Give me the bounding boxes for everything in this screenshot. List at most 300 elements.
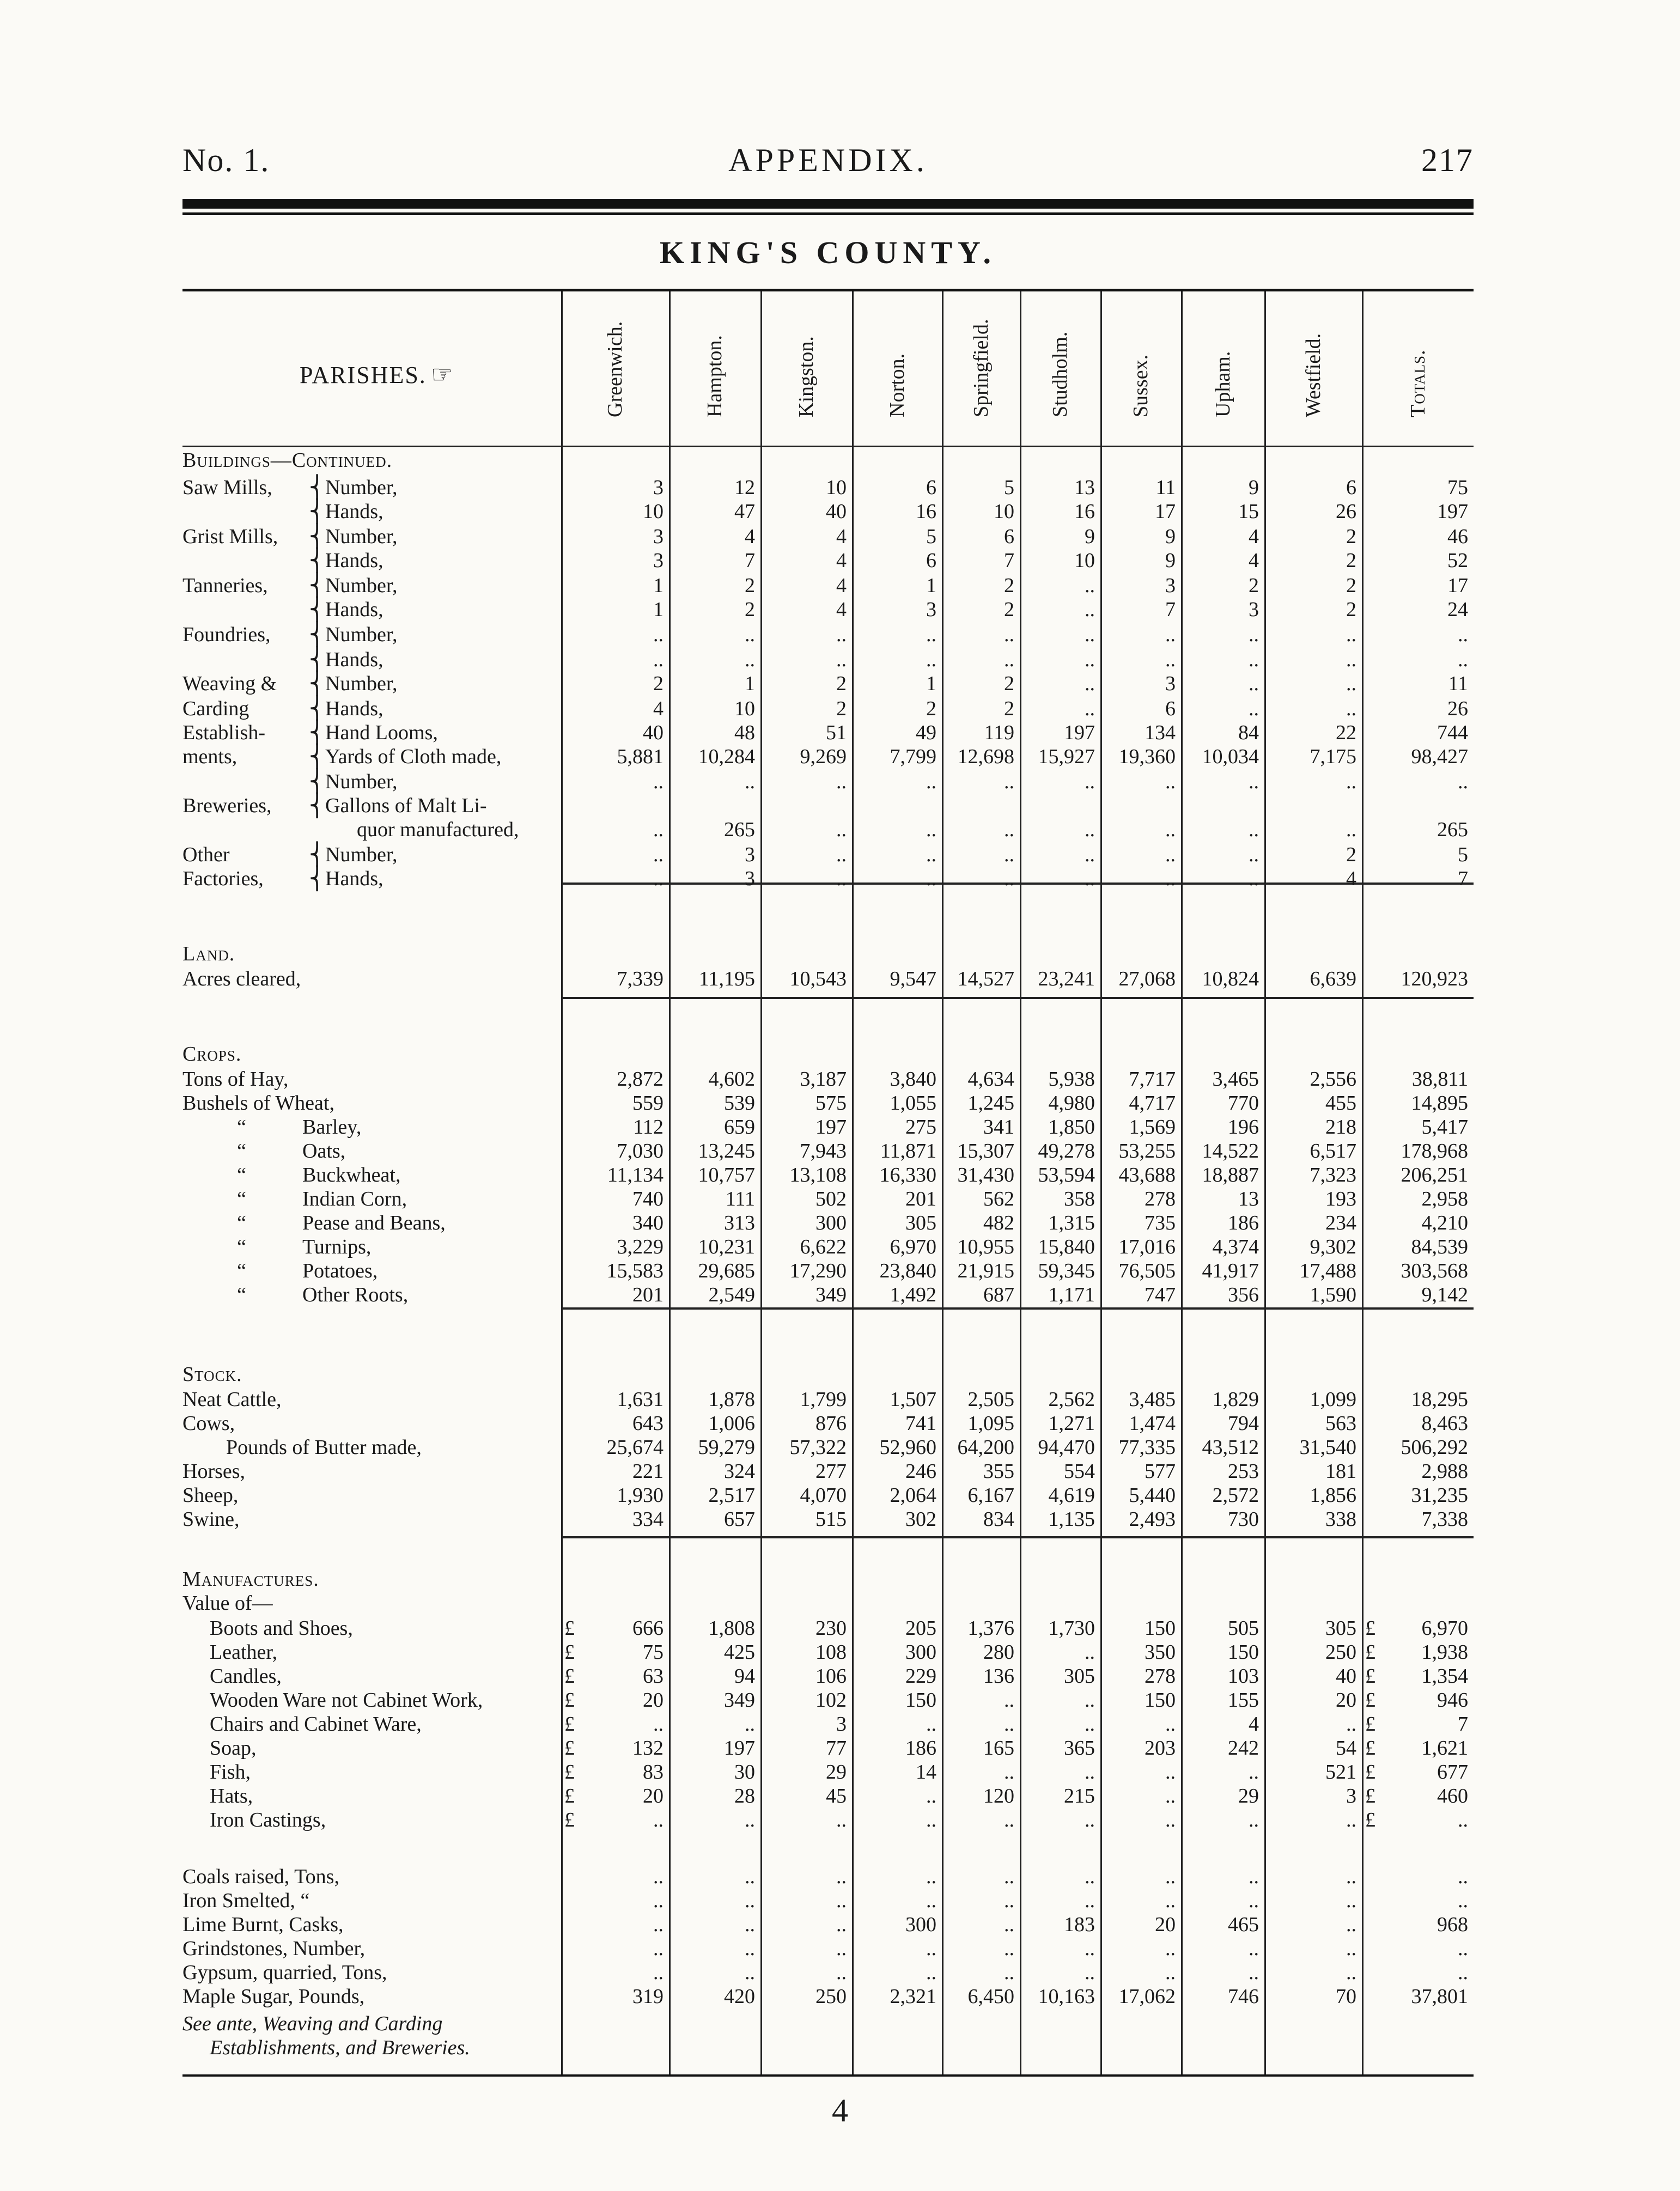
cell-studholm: .. — [1085, 598, 1095, 621]
cell-greenwich: .. — [653, 1961, 664, 1984]
cell-norton: .. — [926, 1785, 936, 1807]
pound-sign: £ — [1365, 1689, 1375, 1712]
row-group-label: Establish- — [182, 721, 265, 744]
cell-hampton: 11,195 — [698, 967, 755, 990]
cell-studholm: 53,594 — [1038, 1164, 1095, 1186]
row-label: Gallons of Malt Li- — [325, 794, 487, 817]
cell-norton: 302 — [905, 1508, 936, 1531]
county-title: KING'S COUNTY. — [659, 235, 997, 270]
cell-kingston: 57,322 — [789, 1436, 847, 1459]
cell-studholm: .. — [1085, 1889, 1095, 1912]
cell-studholm: .. — [1085, 1809, 1095, 1831]
cell-upham: 186 — [1228, 1212, 1259, 1234]
cell-totals: 5,417 — [1421, 1116, 1468, 1139]
row-group-label: Breweries, — [182, 794, 272, 817]
section-heading-land — [182, 941, 1474, 966]
table-top-rule — [182, 289, 1474, 291]
cell-greenwich: .. — [653, 1937, 664, 1960]
cell-studholm: .. — [1085, 1761, 1095, 1784]
cell-westfield: .. — [1346, 770, 1356, 793]
cell-hampton: .. — [745, 770, 755, 793]
cell-totals: 8,463 — [1421, 1412, 1468, 1435]
section-heading-text: Stock. — [182, 1363, 242, 1386]
table-row-coals — [182, 1864, 1474, 1889]
cell-upham: 10,824 — [1202, 967, 1259, 990]
row-label: Number, — [325, 476, 398, 499]
row-label: Cows, — [182, 1412, 235, 1435]
ditto-mark: “ — [237, 1116, 246, 1139]
cell-westfield: 6,517 — [1310, 1140, 1356, 1163]
cell-springfield: 10 — [994, 500, 1014, 523]
table-row-wheat — [182, 1091, 1474, 1116]
cell-springfield: 2 — [1004, 574, 1014, 597]
cell-studholm: 215 — [1064, 1785, 1095, 1807]
column-header-text: Hampton. — [703, 335, 726, 417]
ditto-mark: “ — [237, 1212, 246, 1234]
cell-studholm: 554 — [1064, 1460, 1095, 1483]
cell-studholm: 358 — [1064, 1188, 1095, 1210]
cell-totals: 31,235 — [1411, 1484, 1468, 1507]
pound-sign: £ — [1365, 1665, 1375, 1688]
cell-upham: 18,887 — [1202, 1164, 1259, 1186]
cell-kingston: 45 — [826, 1785, 847, 1807]
cell-hampton: 111 — [725, 1188, 755, 1210]
cell-sussex: .. — [1165, 818, 1176, 841]
row-label: Swine, — [182, 1508, 240, 1531]
table-row-neat-cattle — [182, 1387, 1474, 1412]
cell-upham: .. — [1249, 1937, 1259, 1960]
pound-sign: £ — [564, 1785, 575, 1807]
table-row-sheep — [182, 1483, 1474, 1508]
cell-springfield: 341 — [983, 1116, 1014, 1139]
cell-sussex: .. — [1165, 867, 1176, 890]
cell-studholm: 365 — [1064, 1737, 1095, 1760]
cell-westfield: .. — [1346, 1889, 1356, 1912]
cell-westfield: 2 — [1346, 525, 1356, 548]
cell-norton: 2 — [926, 697, 936, 720]
cell-westfield: 7,175 — [1310, 745, 1356, 768]
cell-springfield: 12,698 — [957, 745, 1014, 768]
table-row-iron-smelted — [182, 1888, 1474, 1913]
table-row-indian-corn — [182, 1186, 1474, 1212]
cell-greenwich: 75 — [643, 1641, 664, 1664]
cell-norton: 3,840 — [890, 1068, 936, 1091]
row-group-label: Factories, — [182, 867, 264, 890]
cell-studholm: 1,135 — [1048, 1508, 1095, 1531]
table-row-soap — [182, 1736, 1474, 1761]
cell-hampton: 1 — [745, 672, 755, 695]
cell-hampton: 29,685 — [698, 1259, 755, 1282]
cell-hampton: 1,006 — [708, 1412, 755, 1435]
cell-greenwich: 1,631 — [617, 1388, 664, 1411]
cell-springfield: 14,527 — [957, 967, 1014, 990]
cell-hampton: .. — [745, 1809, 755, 1831]
cell-westfield: 2 — [1346, 574, 1356, 597]
cell-westfield: .. — [1346, 697, 1356, 720]
cell-hampton: 324 — [724, 1460, 755, 1483]
cell-totals: .. — [1458, 1889, 1468, 1912]
table-row-other-hands — [182, 866, 1474, 891]
brace-glyph: ⎨ — [309, 842, 325, 867]
table-row-other-roots — [182, 1282, 1474, 1307]
cell-totals: 178,968 — [1401, 1140, 1468, 1163]
footnote-text: Establishments, and Breweries. — [210, 2036, 470, 2059]
cell-westfield: .. — [1346, 1961, 1356, 1984]
cell-upham: .. — [1249, 1865, 1259, 1888]
cell-norton: 16 — [916, 500, 936, 523]
cell-studholm: .. — [1085, 1961, 1095, 1984]
cell-totals: 52 — [1447, 549, 1468, 572]
cell-greenwich: 11,134 — [607, 1164, 664, 1186]
brace-glyph: ⎨ — [309, 524, 325, 549]
cell-sussex: 203 — [1145, 1737, 1176, 1760]
cell-hampton: 7 — [745, 549, 755, 572]
cell-totals: .. — [1458, 1961, 1468, 1984]
cell-upham: 730 — [1228, 1508, 1259, 1531]
cell-springfield: 834 — [983, 1508, 1014, 1531]
cell-norton: 11,871 — [880, 1140, 936, 1163]
cell-sussex: .. — [1165, 1865, 1176, 1888]
cell-totals: 17 — [1447, 574, 1468, 597]
cell-greenwich: 5,881 — [617, 745, 664, 768]
cell-springfield: .. — [1004, 843, 1014, 866]
cell-westfield: 2,556 — [1310, 1068, 1356, 1091]
cell-westfield: 193 — [1325, 1188, 1356, 1210]
cell-upham: 4,374 — [1212, 1236, 1259, 1258]
cell-greenwich: 10 — [643, 500, 664, 523]
bottom-folio: 4 — [832, 2092, 848, 2128]
cell-totals: 7,338 — [1421, 1508, 1468, 1531]
cell-greenwich: 15,583 — [606, 1259, 664, 1282]
cell-westfield: .. — [1346, 1937, 1356, 1960]
row-label: quor manufactured, — [357, 818, 519, 841]
cell-springfield: .. — [1004, 1809, 1014, 1831]
pound-sign: £ — [564, 1665, 575, 1688]
cell-norton: 1,507 — [890, 1388, 936, 1411]
brace-glyph: ⎨ — [309, 548, 325, 573]
cell-sussex: 11 — [1155, 476, 1176, 499]
table-row-buckwheat — [182, 1163, 1474, 1188]
cell-kingston: 4 — [836, 525, 847, 548]
cell-norton: 5 — [926, 525, 936, 548]
cell-upham: 13 — [1238, 1188, 1259, 1210]
cell-studholm: 23,241 — [1038, 967, 1095, 990]
cell-westfield: .. — [1346, 672, 1356, 695]
cell-westfield: 305 — [1325, 1617, 1356, 1640]
footnote-text: See ante, Weaving and Carding — [182, 2012, 443, 2035]
cell-springfield: 5 — [1004, 476, 1014, 499]
cell-upham: 196 — [1228, 1116, 1259, 1139]
cell-greenwich: 1 — [653, 598, 664, 621]
cell-sussex: .. — [1165, 1937, 1176, 1960]
pound-sign: £ — [564, 1713, 575, 1736]
cell-studholm: 305 — [1064, 1665, 1095, 1688]
cell-kingston: 502 — [815, 1188, 847, 1210]
header-rule-thin — [182, 212, 1474, 215]
cell-springfield: 2,505 — [967, 1388, 1014, 1411]
cell-hampton: .. — [745, 623, 755, 646]
cell-westfield: .. — [1346, 1809, 1356, 1831]
table-row-pease — [182, 1210, 1474, 1236]
cell-hampton: 59,279 — [698, 1436, 755, 1459]
cell-norton: 2,064 — [890, 1484, 936, 1507]
cell-norton: .. — [926, 648, 936, 671]
cell-sussex: .. — [1165, 1961, 1176, 1984]
cell-kingston: 876 — [815, 1412, 847, 1435]
pointing-hand-icon: ☞ — [430, 361, 455, 388]
ditto-mark: “ — [237, 1236, 246, 1258]
cell-sussex: 17 — [1155, 500, 1176, 523]
cell-westfield: 22 — [1336, 721, 1356, 744]
cell-springfield: 1,376 — [967, 1617, 1014, 1640]
cell-totals: 2,988 — [1421, 1460, 1468, 1483]
cell-totals: 5 — [1458, 843, 1468, 866]
cell-greenwich: .. — [653, 1865, 664, 1888]
cell-kingston: .. — [836, 1889, 847, 1912]
cell-totals: 677 — [1437, 1761, 1468, 1784]
cell-norton: .. — [926, 770, 936, 793]
row-label: Sheep, — [182, 1484, 239, 1507]
section-heading-value-of — [182, 1591, 1474, 1616]
cell-norton: .. — [926, 843, 936, 866]
row-label: Number, — [325, 672, 398, 695]
cell-kingston: 17,290 — [789, 1259, 847, 1282]
brace-glyph: ⎨ — [309, 769, 325, 794]
cell-kingston: .. — [836, 648, 847, 671]
cell-kingston: .. — [836, 1961, 847, 1984]
row-label: Candles, — [210, 1665, 282, 1688]
cell-studholm: .. — [1085, 1865, 1095, 1888]
cell-norton: 6 — [926, 549, 936, 572]
cell-totals: 75 — [1447, 476, 1468, 499]
cell-westfield: 17,488 — [1299, 1259, 1356, 1282]
cell-greenwich: 559 — [632, 1092, 664, 1115]
cell-totals: 7 — [1458, 867, 1468, 890]
cell-norton: 186 — [905, 1737, 936, 1760]
cell-springfield: 7 — [1004, 549, 1014, 572]
cell-westfield: 40 — [1336, 1665, 1356, 1688]
row-label: Number, — [325, 525, 398, 548]
cell-greenwich: 20 — [643, 1785, 664, 1807]
row-group-label: ments, — [182, 745, 238, 768]
cell-kingston: 4 — [836, 574, 847, 597]
cell-springfield: 15,307 — [957, 1140, 1014, 1163]
cell-upham: 1,829 — [1212, 1388, 1259, 1411]
cell-greenwich: 3 — [653, 476, 664, 499]
cell-norton: 305 — [905, 1212, 936, 1234]
cell-springfield: .. — [1004, 818, 1014, 841]
cell-totals: 84,539 — [1411, 1236, 1468, 1258]
cell-hampton: 3 — [745, 843, 755, 866]
table-row-saw-mills-hands — [182, 499, 1474, 524]
cell-norton: 150 — [905, 1689, 936, 1712]
cell-hampton: 28 — [734, 1785, 755, 1807]
cell-sussex: 9 — [1165, 525, 1176, 548]
cell-totals: .. — [1458, 1937, 1468, 1960]
pound-sign: £ — [1365, 1761, 1375, 1784]
cell-totals: .. — [1458, 623, 1468, 646]
cell-sussex: 3 — [1165, 672, 1176, 695]
table-row-weaving-hands — [182, 696, 1474, 721]
table-row-barley — [182, 1115, 1474, 1140]
cell-upham: 2 — [1249, 574, 1259, 597]
cell-hampton: 1,808 — [708, 1617, 755, 1640]
cell-totals: .. — [1458, 1865, 1468, 1888]
table-row-hats — [182, 1784, 1474, 1809]
cell-totals: 506,292 — [1401, 1436, 1468, 1459]
cell-springfield: 2 — [1004, 697, 1014, 720]
running-head — [182, 142, 1474, 191]
page-number: 217 — [1421, 142, 1474, 178]
table-row-horses — [182, 1459, 1474, 1484]
cell-springfield: 165 — [983, 1737, 1014, 1760]
table-row-grindstones — [182, 1936, 1474, 1961]
cell-greenwich: 7,339 — [617, 967, 664, 990]
cell-westfield: 20 — [1336, 1689, 1356, 1712]
cell-greenwich: 740 — [632, 1188, 664, 1210]
cell-norton: 300 — [905, 1641, 936, 1664]
column-header-hampton — [669, 299, 760, 441]
cell-norton: .. — [926, 1865, 936, 1888]
cell-studholm: .. — [1085, 574, 1095, 597]
cell-westfield: 31,540 — [1299, 1436, 1356, 1459]
cell-norton: 2,321 — [890, 1985, 936, 2008]
column-header-norton — [852, 299, 942, 441]
cell-greenwich: 25,674 — [606, 1436, 664, 1459]
cell-studholm: 94,470 — [1038, 1436, 1095, 1459]
cell-sussex: 3 — [1165, 574, 1176, 597]
cell-norton: 741 — [905, 1412, 936, 1435]
part-number: No. 1. — [182, 142, 270, 178]
table-row-oats — [182, 1139, 1474, 1164]
row-label: Pounds of Butter made, — [226, 1436, 422, 1459]
cell-sussex: 76,505 — [1118, 1259, 1176, 1282]
cell-upham: 4 — [1249, 525, 1259, 548]
cell-norton: 246 — [905, 1460, 936, 1483]
pound-sign: £ — [564, 1761, 575, 1784]
cell-studholm: 15,927 — [1038, 745, 1095, 768]
cell-studholm: .. — [1085, 1713, 1095, 1736]
cell-hampton: 4,602 — [708, 1068, 755, 1091]
row-label: Buckwheat, — [302, 1164, 401, 1186]
cell-sussex: 9 — [1165, 549, 1176, 572]
cell-westfield: 7,323 — [1310, 1164, 1356, 1186]
cell-upham: .. — [1249, 1761, 1259, 1784]
cell-sussex: .. — [1165, 843, 1176, 866]
cell-springfield: 119 — [984, 721, 1014, 744]
cell-studholm: .. — [1085, 843, 1095, 866]
cell-norton: 49 — [916, 721, 936, 744]
row-group-label: Carding — [182, 697, 249, 720]
cell-hampton: 420 — [724, 1985, 755, 2008]
column-header-sussex — [1100, 299, 1181, 441]
cell-greenwich: 63 — [643, 1665, 664, 1688]
cell-upham: .. — [1249, 843, 1259, 866]
row-label: Boots and Shoes, — [210, 1617, 353, 1640]
cell-upham: 746 — [1228, 1985, 1259, 2008]
cell-totals: 37,801 — [1411, 1985, 1468, 2008]
brace-glyph: ⎨ — [309, 696, 325, 721]
cell-greenwich: 20 — [643, 1689, 664, 1712]
cell-sussex: 27,068 — [1118, 967, 1176, 990]
cell-totals: 460 — [1437, 1785, 1468, 1807]
cell-hampton: 94 — [734, 1665, 755, 1688]
cell-sussex: 278 — [1145, 1665, 1176, 1688]
cell-springfield: .. — [1004, 648, 1014, 671]
cell-westfield: .. — [1346, 1865, 1356, 1888]
table-row-breweries-number — [182, 769, 1474, 794]
pound-sign: £ — [564, 1809, 575, 1831]
cell-springfield: 64,200 — [957, 1436, 1014, 1459]
cell-springfield: .. — [1004, 770, 1014, 793]
table-row-gypsum — [182, 1960, 1474, 1985]
cell-norton: 7,799 — [890, 745, 936, 768]
cell-hampton: 10,757 — [698, 1164, 755, 1186]
cell-norton: 229 — [905, 1665, 936, 1688]
cell-sussex: 19,360 — [1118, 745, 1176, 768]
table-row-chairs — [182, 1712, 1474, 1737]
brace-glyph: ⎨ — [309, 671, 325, 696]
cell-greenwich: 340 — [632, 1212, 664, 1234]
cell-sussex: 735 — [1145, 1212, 1176, 1234]
cell-kingston: 349 — [815, 1283, 847, 1306]
table-row-cows — [182, 1411, 1474, 1436]
cell-totals: 14,895 — [1411, 1092, 1468, 1115]
brace-glyph: ⎨ — [309, 622, 325, 647]
cell-upham: 770 — [1228, 1092, 1259, 1115]
cell-hampton: 425 — [724, 1641, 755, 1664]
cell-springfield: 6,450 — [967, 1985, 1014, 2008]
column-header-text: Totals. — [1406, 349, 1429, 417]
cell-greenwich: .. — [653, 1913, 664, 1936]
cell-totals: .. — [1458, 1809, 1468, 1831]
cell-westfield: 2 — [1346, 549, 1356, 572]
table-row-swine — [182, 1507, 1474, 1532]
cell-norton: 201 — [905, 1188, 936, 1210]
row-group-label: Foundries, — [182, 623, 271, 646]
cell-upham: 3 — [1249, 598, 1259, 621]
table-row-potatoes — [182, 1258, 1474, 1283]
footnote-line — [182, 2035, 1474, 2060]
cell-hampton: 539 — [724, 1092, 755, 1115]
cell-hampton: 3 — [745, 867, 755, 890]
cell-greenwich: 83 — [643, 1761, 664, 1784]
cell-kingston: 108 — [815, 1641, 847, 1664]
cell-hampton: .. — [745, 648, 755, 671]
cell-sussex: .. — [1165, 623, 1176, 646]
cell-springfield: 1,245 — [967, 1092, 1014, 1115]
cell-greenwich: 2,872 — [617, 1068, 664, 1091]
cell-kingston: 10 — [826, 476, 847, 499]
column-header-totals — [1362, 299, 1474, 441]
cell-kingston: .. — [836, 1913, 847, 1936]
cell-norton: 6,970 — [890, 1236, 936, 1258]
cell-upham: 465 — [1228, 1913, 1259, 1936]
cell-greenwich: 201 — [632, 1283, 664, 1306]
table-row-breweries-gallons — [182, 793, 1474, 818]
cell-greenwich: 643 — [632, 1412, 664, 1435]
row-label: Coals raised, Tons, — [182, 1865, 339, 1888]
cell-hampton: 13,245 — [698, 1140, 755, 1163]
table-row-tanneries-number — [182, 573, 1474, 598]
cell-greenwich: .. — [653, 843, 664, 866]
cell-norton: 1,492 — [890, 1283, 936, 1306]
row-label: Hands, — [325, 697, 384, 720]
cell-upham: 43,512 — [1202, 1436, 1259, 1459]
row-label: Acres cleared, — [182, 967, 301, 990]
section-heading-text: Buildings—Continued. — [182, 449, 393, 472]
row-label: Yards of Cloth made, — [325, 745, 502, 768]
